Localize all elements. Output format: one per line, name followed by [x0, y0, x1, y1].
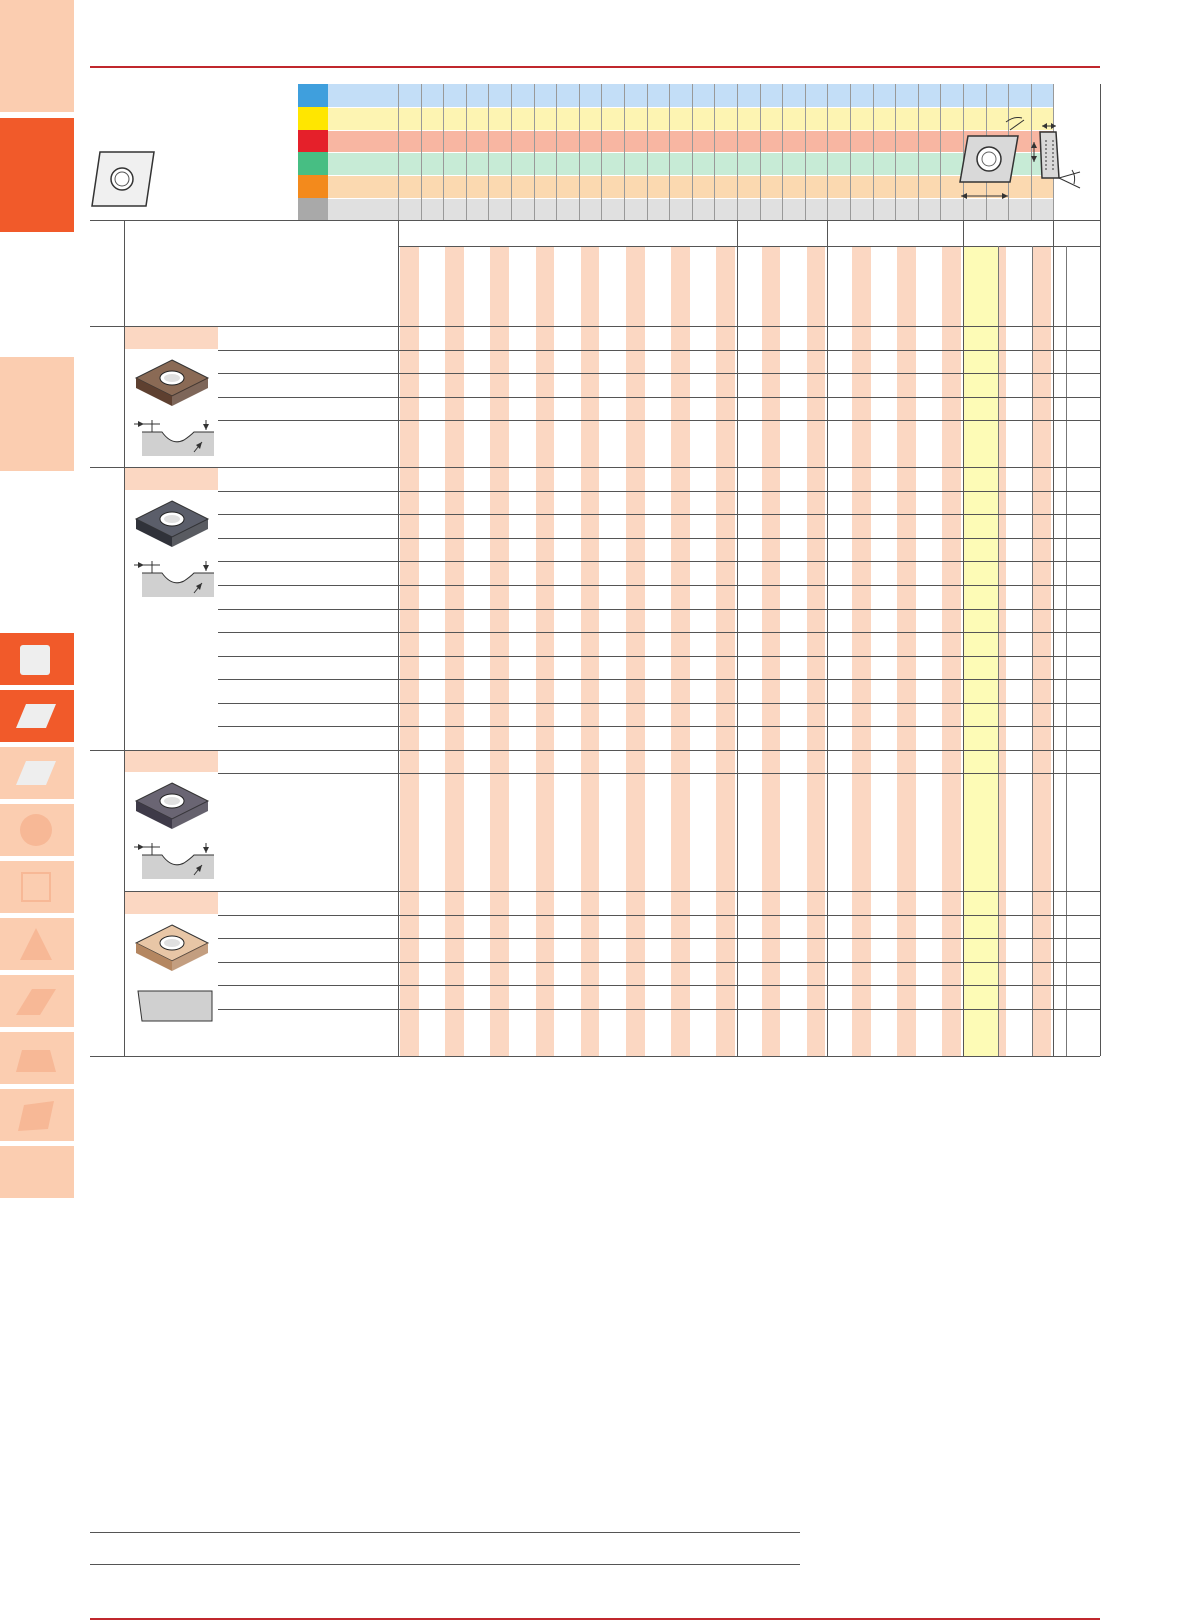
- copper-insert-icon: [132, 921, 212, 975]
- table-row-rule: [218, 773, 1100, 774]
- material-swatch-3: [298, 130, 328, 153]
- material-col-divider: [488, 84, 489, 221]
- grade-column-stripe: [536, 246, 555, 1056]
- material-col-divider: [534, 84, 535, 221]
- grade-column-stripe: [897, 246, 916, 1056]
- spec-col-border-3: [1066, 246, 1067, 1056]
- parallelogram-insert-icon: [12, 1091, 60, 1139]
- table-row-rule: [218, 962, 1100, 963]
- material-col-divider: [556, 84, 557, 221]
- table-header-top-rule: [90, 220, 1100, 221]
- sidebar-tab-8[interactable]: [0, 861, 74, 913]
- material-col-divider: [421, 84, 422, 221]
- material-row-5: [328, 175, 1053, 198]
- table-subheader-rule: [398, 246, 1100, 247]
- top-rule: [90, 66, 1100, 68]
- grade-column-stripe: [942, 246, 961, 1056]
- table-row-rule: [218, 1009, 1100, 1010]
- table-row-rule: [218, 679, 1100, 680]
- bottom-rule: [90, 1618, 1100, 1620]
- material-swatch-4: [298, 152, 328, 175]
- grade-column-stripe: [716, 246, 735, 1056]
- chipbreaker-bottom-rule: [124, 1056, 218, 1057]
- table-row-rule: [218, 397, 1100, 398]
- material-row-divider: [328, 107, 1053, 108]
- material-row-divider: [328, 198, 1053, 199]
- material-row-2: [328, 107, 1053, 130]
- sidebar-tab-2[interactable]: [0, 118, 74, 232]
- grade-column-stripe: [852, 246, 871, 1056]
- table-row-rule: [218, 585, 1100, 586]
- grade-column-stripe: [445, 246, 464, 1056]
- sidebar-tab-12[interactable]: [0, 1089, 74, 1141]
- table-row-rule: [218, 1056, 1100, 1057]
- chipbreaker-profile-icon: [132, 418, 216, 458]
- material-col-divider: [782, 84, 783, 221]
- yellow-column: [964, 246, 998, 1056]
- material-col-divider: [624, 84, 625, 221]
- material-col-divider: [805, 84, 806, 221]
- grade-column-stripe: [807, 246, 826, 1056]
- bronze-insert-icon: [132, 356, 212, 410]
- table-row-rule: [124, 467, 1100, 468]
- material-col-divider: [918, 84, 919, 221]
- table-row-rule: [218, 491, 1100, 492]
- trapezoid-insert-icon: [12, 1034, 60, 1082]
- material-col-divider: [647, 84, 648, 221]
- grade-group-border-4: [1053, 220, 1054, 1056]
- material-row-4: [328, 152, 1053, 175]
- material-col-divider: [873, 84, 874, 221]
- sidebar-tab-6[interactable]: [0, 747, 74, 799]
- section-top-rule: [90, 326, 124, 327]
- material-row-1: [328, 84, 1053, 107]
- sidebar-tab-13[interactable]: [0, 1146, 74, 1198]
- sidebar-tab-3[interactable]: [0, 357, 74, 471]
- chipbreaker-label-bar: [125, 892, 218, 914]
- material-row-divider: [328, 130, 1053, 131]
- table-row-rule: [218, 514, 1100, 515]
- flat-profile-icon: [132, 983, 216, 1023]
- footnote-rule-2: [90, 1564, 800, 1565]
- sidebar-tab-11[interactable]: [0, 1032, 74, 1084]
- material-swatch-2: [298, 107, 328, 130]
- material-col-divider: [466, 84, 467, 221]
- grade-column-stripe: [490, 246, 509, 1056]
- grade-group-border-3: [963, 220, 964, 1056]
- triangle-insert-icon: [12, 920, 60, 968]
- table-row-rule: [218, 373, 1100, 374]
- table-row-rule: [218, 938, 1100, 939]
- grade-column-stripe: [762, 246, 781, 1056]
- material-col-divider: [579, 84, 580, 221]
- grade-column-stripe: [626, 246, 645, 1056]
- chipbreaker-label-bar: [125, 327, 218, 349]
- sidebar-tab-7[interactable]: [0, 804, 74, 856]
- material-col-divider: [443, 84, 444, 221]
- material-col-divider: [895, 84, 896, 221]
- table-row-rule: [218, 561, 1100, 562]
- material-col-divider: [940, 84, 941, 221]
- chipbreaker-profile-icon: [132, 559, 216, 599]
- material-col-divider: [827, 84, 828, 221]
- grade-group-border-1: [737, 220, 738, 1056]
- footnote-rule-1: [90, 1532, 800, 1533]
- sidebar-tab-5[interactable]: [0, 690, 74, 742]
- rhombus-insert-icon: [12, 749, 60, 797]
- sidebar-tab-1[interactable]: [0, 0, 74, 112]
- table-row-rule: [218, 350, 1100, 351]
- table-row-rule: [218, 656, 1100, 657]
- material-row-3: [328, 130, 1053, 153]
- table-row-rule: [218, 703, 1100, 704]
- header-right-border: [1100, 84, 1101, 220]
- material-col-divider: [850, 84, 851, 221]
- material-col-divider: [760, 84, 761, 221]
- grade-column-stripe: [1033, 246, 1052, 1056]
- spec-col-border-2: [1032, 246, 1033, 1056]
- section-top-rule: [90, 750, 124, 751]
- square-insert-icon: [12, 635, 60, 683]
- grade-column-stripe: [400, 246, 419, 1056]
- table-row-rule: [218, 632, 1100, 633]
- material-col-divider: [692, 84, 693, 221]
- sidebar-tab-4[interactable]: [0, 633, 74, 685]
- sidebar-tab-9[interactable]: [0, 918, 74, 970]
- dark-gray-insert-icon: [132, 497, 212, 551]
- insert-shape-icon: [90, 150, 156, 208]
- material-row-divider: [328, 175, 1053, 176]
- table-right-border: [1100, 220, 1101, 1056]
- material-col-divider: [511, 84, 512, 221]
- dimension-diagram-icon: [958, 112, 1088, 204]
- square-outline-icon: [12, 863, 60, 911]
- material-col-divider: [714, 84, 715, 221]
- grade-column-stripe: [671, 246, 690, 1056]
- table-row-rule: [124, 891, 1100, 892]
- material-swatch-5: [298, 175, 328, 198]
- section-top-rule: [90, 467, 124, 468]
- material-col-divider: [398, 84, 399, 221]
- grade-group-border-2: [827, 220, 828, 1056]
- sidebar-tab-10[interactable]: [0, 975, 74, 1027]
- rhombus-insert-icon: [12, 692, 60, 740]
- table-row-rule: [218, 538, 1100, 539]
- chipbreaker-label-bar: [125, 751, 218, 773]
- chipbreaker-profile-icon: [132, 841, 216, 881]
- material-col-divider: [601, 84, 602, 221]
- table-row-rule: [218, 609, 1100, 610]
- material-row-6: [328, 198, 1053, 221]
- material-swatch-1: [298, 84, 328, 107]
- round-insert-icon: [12, 806, 60, 854]
- table-row-rule: [218, 915, 1100, 916]
- table-row-rule: [124, 750, 1100, 751]
- chipbreaker-label-bar: [125, 468, 218, 490]
- diamond-insert-icon: [12, 977, 60, 1025]
- col-border-grades-start: [398, 220, 399, 1056]
- material-swatch-6: [298, 198, 328, 221]
- material-col-divider: [669, 84, 670, 221]
- table-row-rule: [124, 326, 1100, 327]
- material-row-divider: [328, 152, 1053, 153]
- table-row-rule: [218, 726, 1100, 727]
- table-row-rule: [218, 420, 1100, 421]
- grade-column-stripe: [581, 246, 600, 1056]
- spec-col-border-1: [998, 246, 999, 1056]
- table-row-rule: [218, 985, 1100, 986]
- purple-gray-insert-icon: [132, 779, 212, 833]
- material-col-divider: [737, 84, 738, 221]
